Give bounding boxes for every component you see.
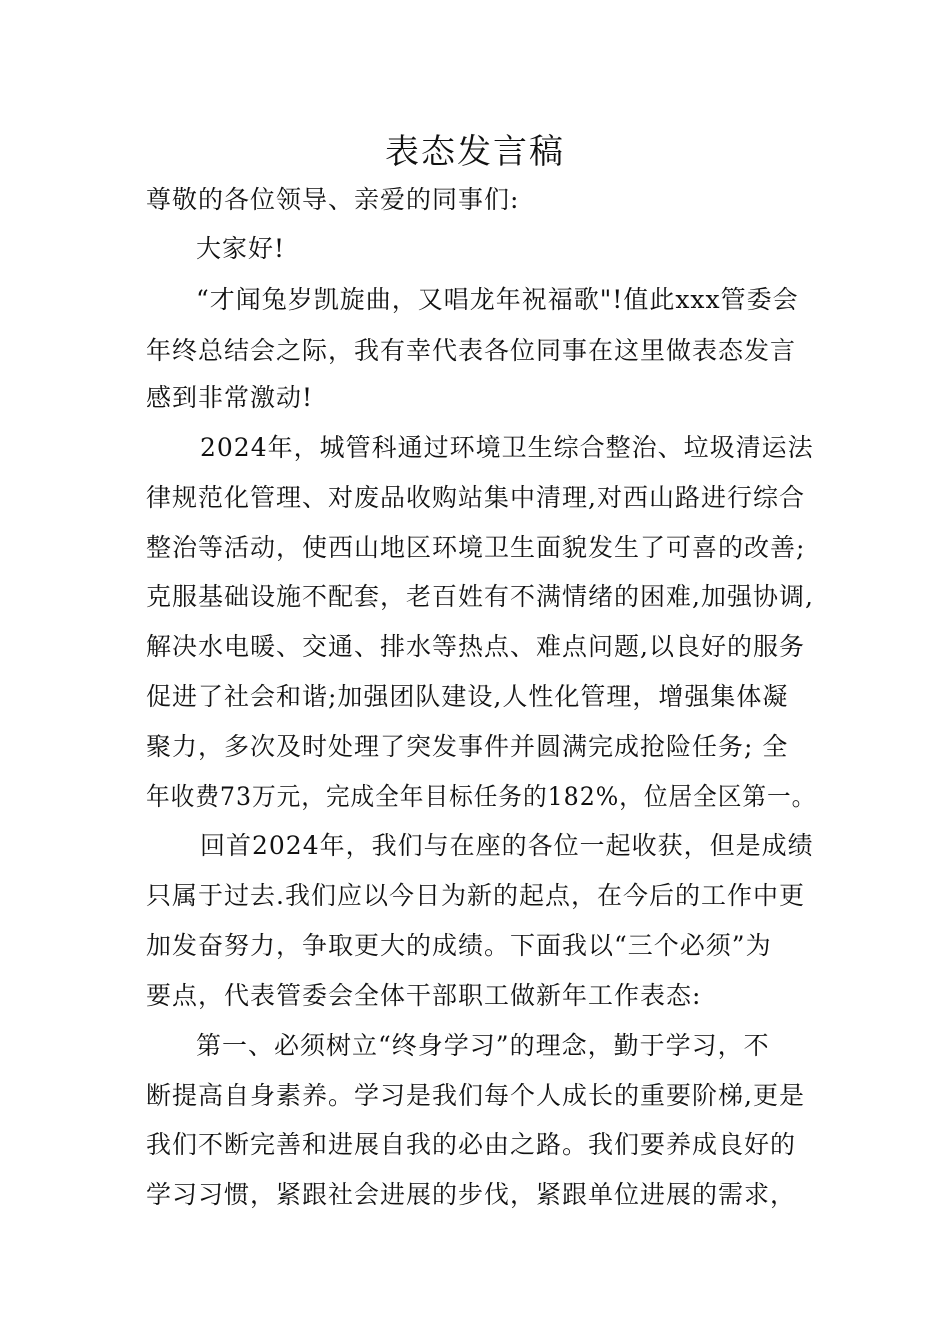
paragraph-line: 学习习惯，紧跟社会进展的步伐，紧跟单位进展的需求， (146, 1180, 797, 1209)
paragraph-line: 回首2024年，我们与在座的各位一起收获，但是成绩 (200, 831, 814, 860)
paragraph-line: 我们不断完善和进展自我的必由之路。我们要养成良好的 (146, 1130, 797, 1159)
paragraph-line: 促进了社会和谐;加强团队建设,人性化管理，增强集体凝 (146, 682, 789, 711)
paragraph-line: 整治等活动，使西山地区环境卫生面貌发生了可喜的改善; (146, 533, 806, 562)
paragraph-line: 年终总结会之际，我有幸代表各位同事在这里做表态发言 (146, 336, 797, 365)
paragraph-line: 律规范化管理、对废品收购站集中清理,对西山路进行综合 (146, 483, 805, 512)
paragraph-line: 克服基础设施不配套，老百姓有不满情绪的困难,加强协调, (146, 582, 814, 611)
paragraph-line: “才闻兔岁凯旋曲，又唱龙年祝福歌"!值此xxx管委会 (196, 285, 799, 314)
paragraph-line: 第一、必须树立“终身学习”的理念，勤于学习，不 (196, 1031, 770, 1060)
greeting: 大家好! (196, 234, 286, 263)
page-title: 表态发言稿 (385, 132, 565, 172)
paragraph-line: 聚力，多次及时处理了突发事件并圆满完成抢险任务; 全 (146, 732, 789, 761)
paragraph-line: 要点，代表管委会全体干部职工做新年工作表态: (146, 981, 702, 1010)
paragraph-line: 感到非常激动! (146, 383, 314, 412)
salutation: 尊敬的各位领导、亲爱的同事们: (146, 185, 520, 214)
paragraph-line: 只属于过去.我们应以今日为新的起点，在今后的工作中更 (146, 881, 805, 910)
paragraph-line: 断提高自身素养。学习是我们每个人成长的重要阶梯,更是 (146, 1081, 805, 1110)
paragraph-line: 加发奋努力，争取更大的成绩。下面我以“三个必须”为 (146, 931, 772, 960)
paragraph-line: 解决水电暖、交通、排水等热点、难点问题,以良好的服务 (146, 632, 805, 661)
paragraph-line: 2024年，城管科通过环境卫生综合整治、垃圾清运法 (200, 433, 814, 462)
paragraph-line: 年收费73万元，完成全年目标任务的182%，位居全区第一。 (146, 782, 817, 811)
